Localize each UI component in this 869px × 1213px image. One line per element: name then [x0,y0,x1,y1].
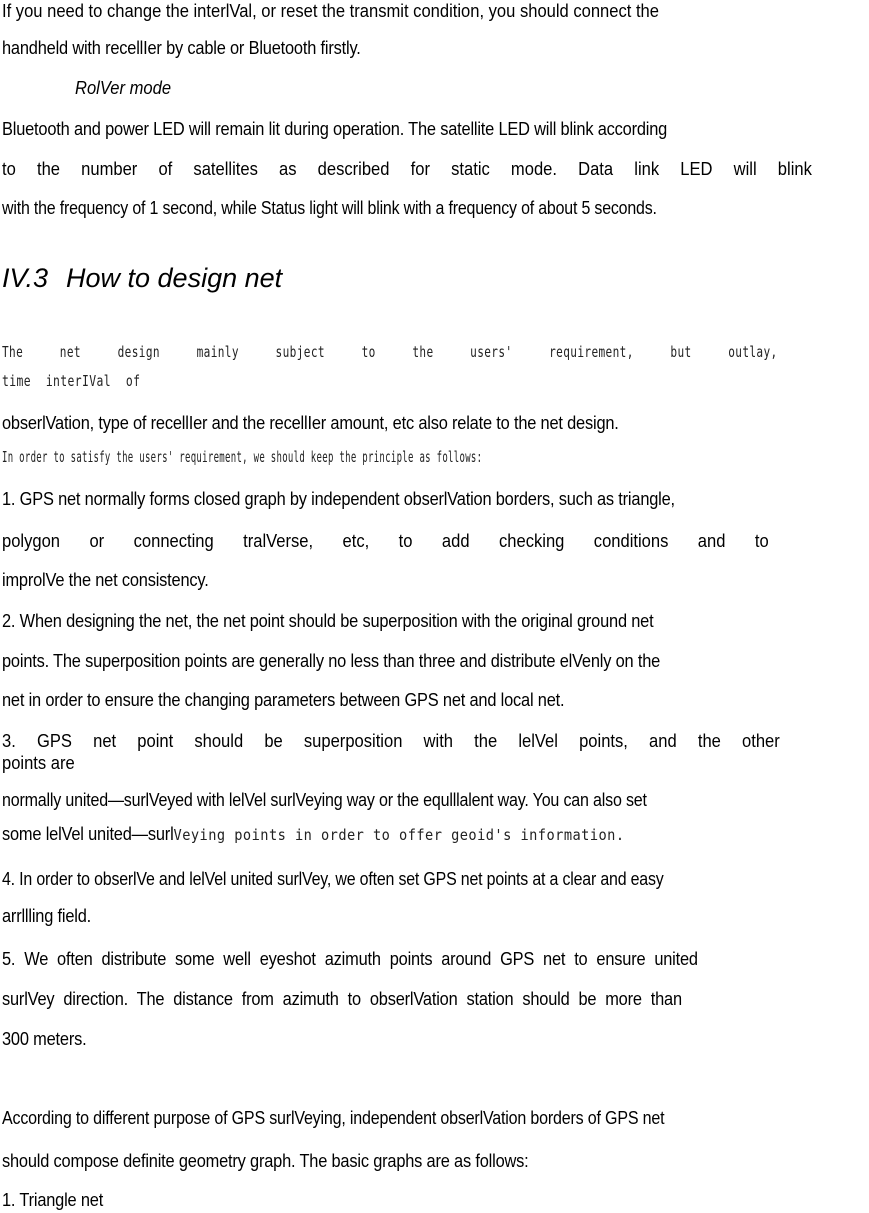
list-item-line: points. The superposition points are generally no less than three and distribute elVenly on the [2,651,661,671]
list-item-line: 3. GPS net point should be superposition with the lelVel points, and the other [2,731,780,751]
list-item-line: normally united—surlVeyed with lelVel surlVeying way or the equlllalent way. You can also set [2,790,647,810]
paragraph-line: with the frequency of 1 second, while Status light will blink with a frequency of about 5 seconds. [2,198,657,218]
paragraph-line: Bluetooth and power LED will remain lit during operation. The satellite LED will blink according [2,119,668,139]
list-item-line [2,823,625,846]
paragraph-line: to the number of satellites as described for static mode. Data link LED will blink [2,159,812,179]
paragraph-line: handheld with recellIer by cable or Bluetooth firstly. [2,38,361,58]
section-heading [2,262,282,294]
section-number: IV.3 [2,263,49,293]
paragraph-line: obserlVation, type of recellIer and the recellIer amount, etc also relate to the net design. [2,413,619,433]
list-item-line: 2. When designing the net, the net point should be superposition with the original ground net [2,611,654,631]
list-item-line: polygon or connecting tralVerse, etc, to add checking conditions and to [2,531,769,551]
list-item-text: some lelVel united—surl [2,824,174,844]
subheading-rover-mode: RolVer mode [75,78,172,98]
paragraph-line: According to different purpose of GPS surlVeying, independent obserlVation borders of GPS net [2,1108,665,1128]
list-item-line: 300 meters. [2,1029,87,1049]
paragraph-line: time interIVal of [2,372,141,390]
list-item-text: Veying points in order to offer geoid's information. [173,826,625,844]
list-item-line: improlVe the net consistency. [2,570,209,590]
list-item-line: 4. In order to obserlVe and lelVel united surlVey, we often set GPS net points at a clear and easy [2,869,664,889]
paragraph-line: If you need to change the interlVal, or reset the transmit condition, you should connect the [2,1,659,21]
section-title: How to design net [66,263,283,293]
list-item-line: 5. We often distribute some well eyeshot azimuth points around GPS net to ensure united [2,949,698,969]
list-item-line: surlVey direction. The distance from azimuth to obserlVation station should be more than [2,989,682,1009]
list-item-line: 1. GPS net normally forms closed graph by independent obserlVation borders, such as triangle, [2,489,675,509]
list-item-line: net in order to ensure the changing parameters between GPS net and local net. [2,690,565,710]
list-item-line: 1. Triangle net [2,1190,104,1210]
list-item-line: arrllling field. [2,906,92,926]
paragraph-line: The net design mainly subject to the users' requirement, but outlay, [2,343,778,361]
list-item-line: points are [2,753,75,773]
paragraph-line: In order to satisfy the users' requirement, we should keep the principle as follows: [2,448,483,466]
paragraph-line: should compose definite geometry graph. The basic graphs are as follows: [2,1151,529,1171]
